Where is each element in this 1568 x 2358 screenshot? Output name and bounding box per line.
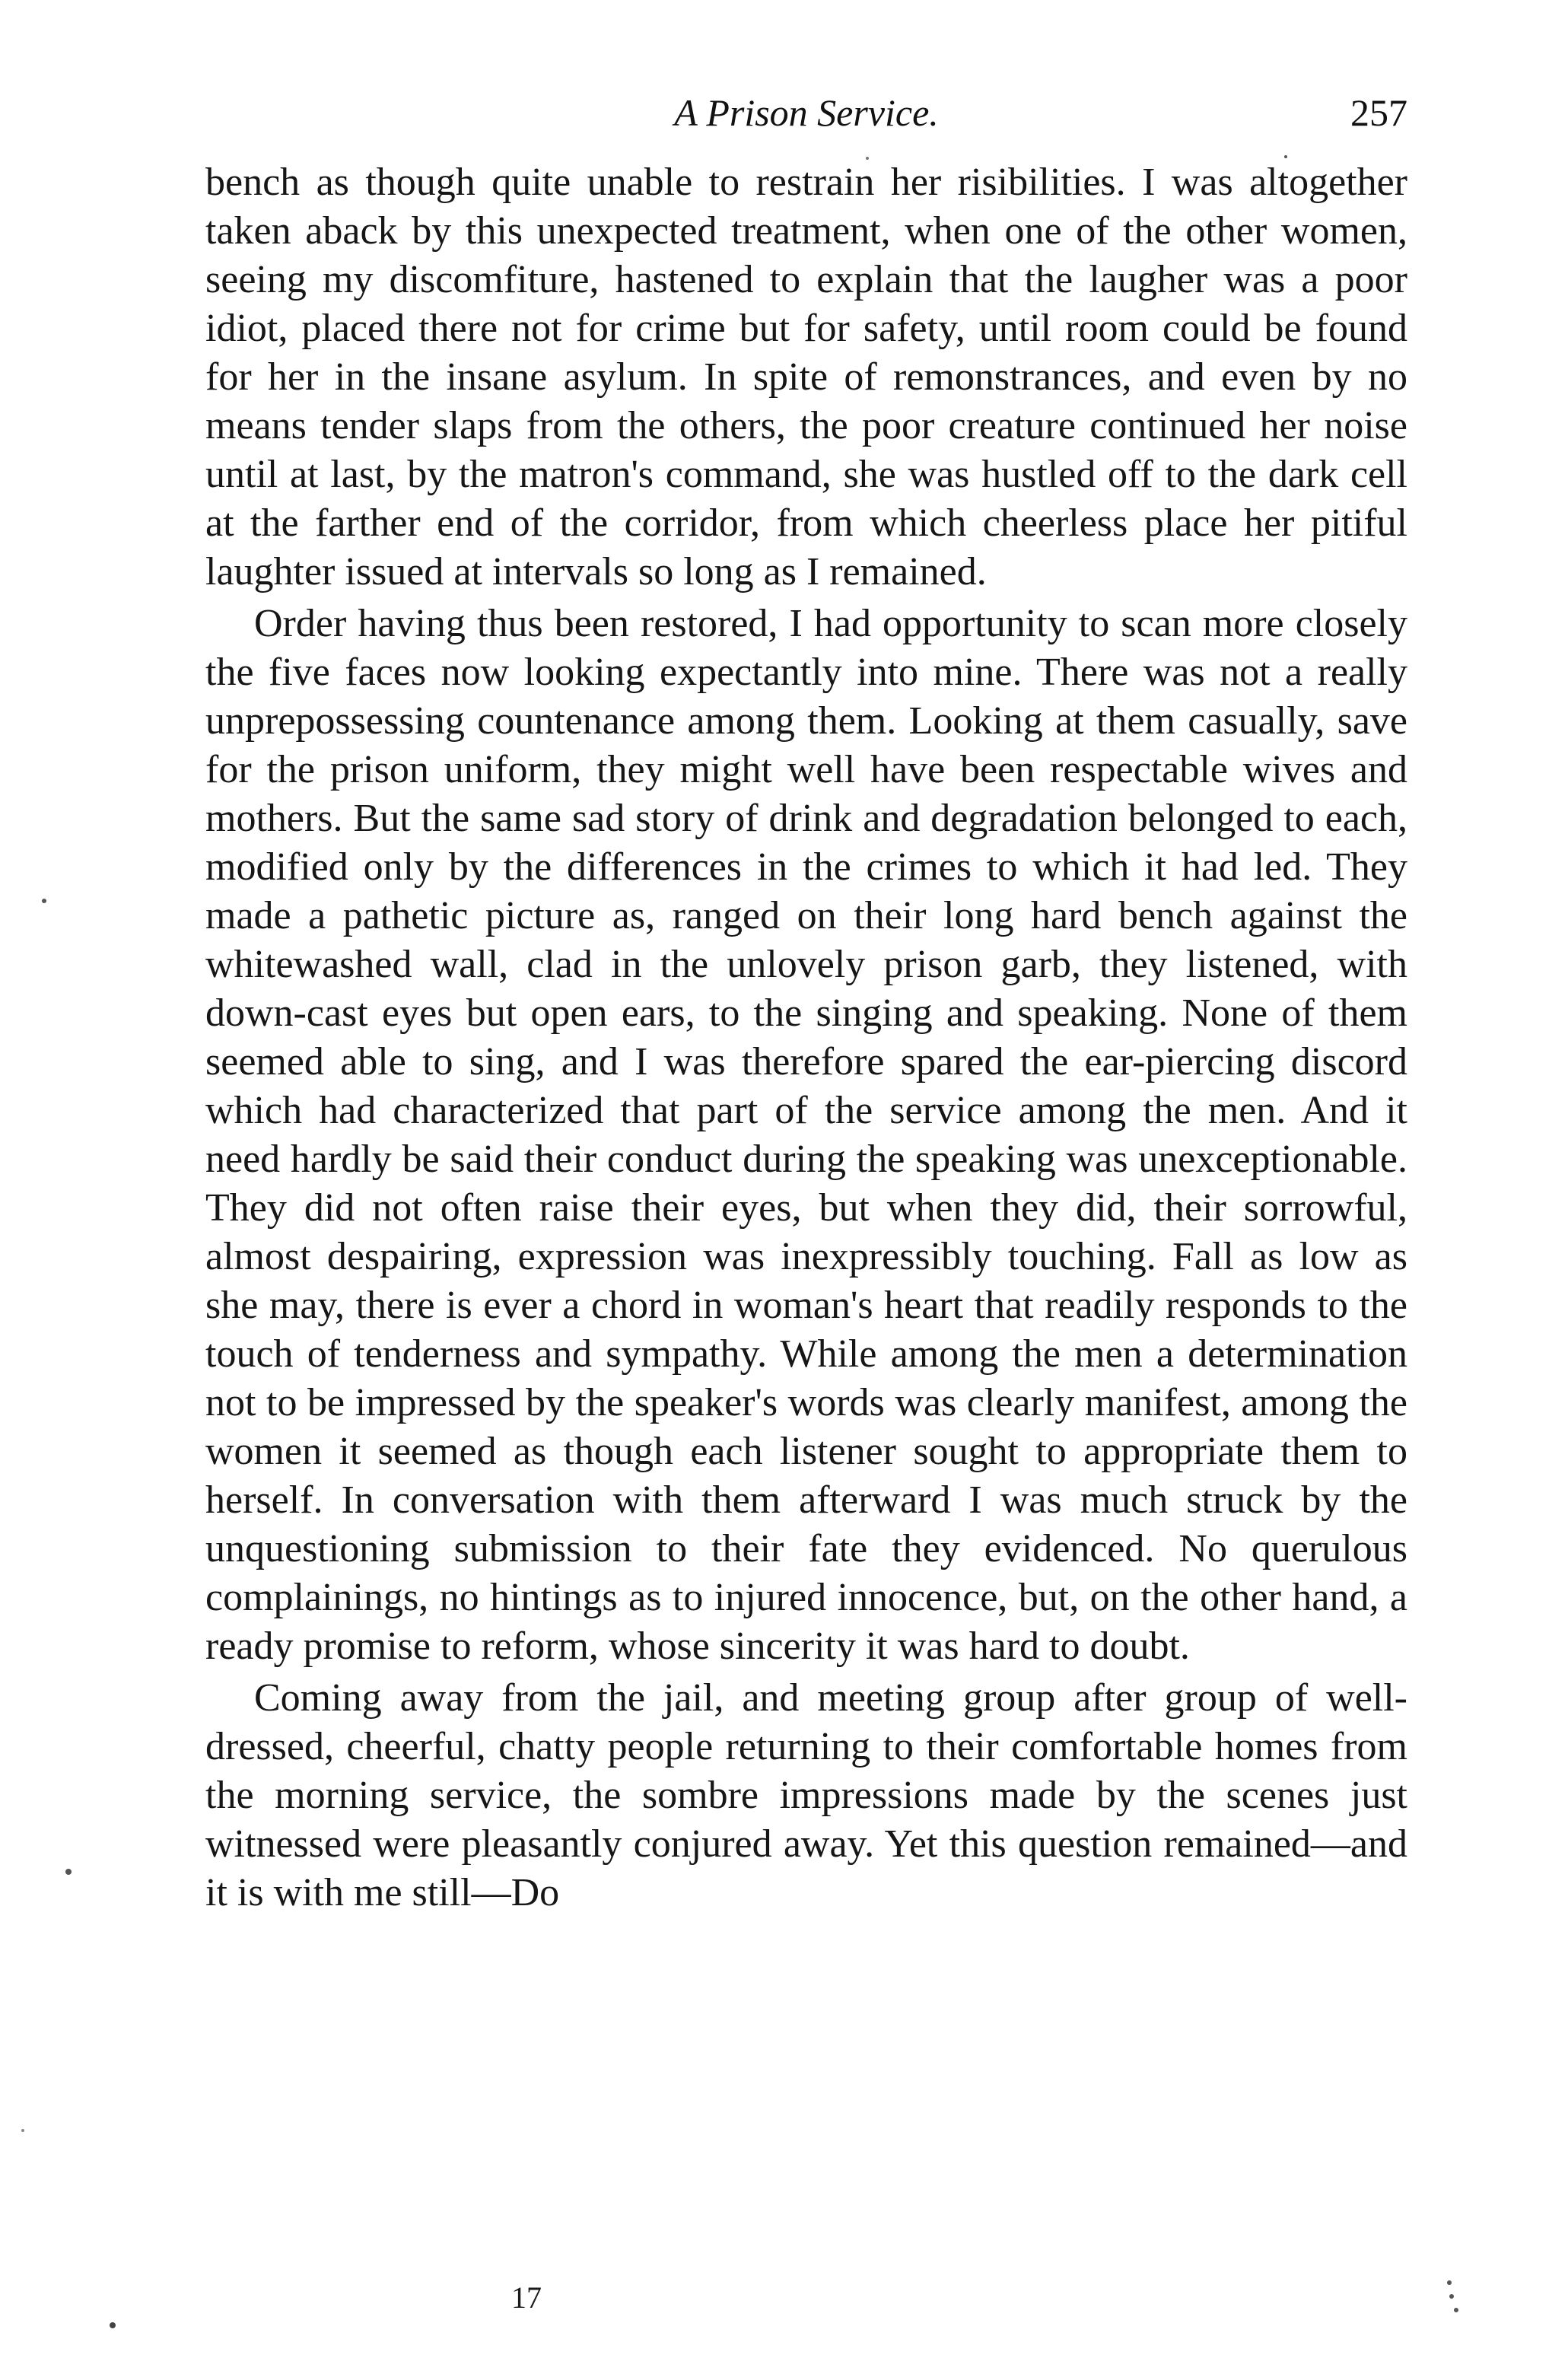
signature-mark: 17 (511, 2280, 542, 2315)
paragraph: Order having thus been restored, I had opportunity to scan more closely the five faces now looking expectantly into mine. There was not a really unprepossessing countenance among them. Looking at them casually, save for the prison uniform, they might well have been respectable wives and mothers. But the same sad story of drink and degradation belonged to each, modified only by the differences in the crimes to which it had led. They made a pathetic picture as, ranged on their long hard bench against the whitewashed wall, clad in the unlovely prison garb, they listened, with down-cast eyes but open ears, to the singing and speaking. None of them seemed able to sing, and I was therefore spared the ear-piercing discord which had characterized that part of the service among the men. And it need hardly be said their conduct during the speaking was unexceptionable. They did not often raise their eyes, but when they did, their sorrowful, almost despairing, expression was inexpressibly touching. Fall as low as she may, there is ever a chord in woman's heart that readily responds to the touch of tenderness and sympathy. While among the men a determination not to be impressed by the speaker's words was clearly manifest, among the women it seemed as though each listener sought to appropriate them to herself. In conversation with them afterward I was much struck by the unquestioning submission to their fate they evidenced. No querulous complainings, no hintings as to injured innocence, but, on the other hand, a ready promise to reform, whose sincerity it was hard to doubt. (205, 602, 1407, 1668)
running-title: A Prison Service. (674, 91, 939, 134)
running-head (205, 90, 1407, 143)
paragraph: bench as though quite unable to restrain her risibilities. I was altogether taken aback by this unexpected treatment, when one of the other women, seeing my discomfiture, hastened to explain that the laugher was a poor idiot, placed there not for crime but for safety, until room could be found for her in the insane asylum. In spite of remonstrances, and even by no means tender slaps from the others, the poor creature continued her noise until at last, by the matron's command, she was hustled off to the dark cell at the farther end of the corridor, from which cheerless place her pitiful laughter issued at intervals so long as I remained. (205, 161, 1407, 593)
paragraph: Coming away from the jail, and meeting group after group of well-dressed, cheerful, chatty people returning to their comfortable homes from the morning service, the sombre impressions made by the scenes just witnessed were pleasantly conjured away. Yet this question remained—and it is with me still—Do (205, 1676, 1407, 1914)
body-text (205, 158, 1407, 1917)
page-number: 257 (1350, 91, 1407, 134)
